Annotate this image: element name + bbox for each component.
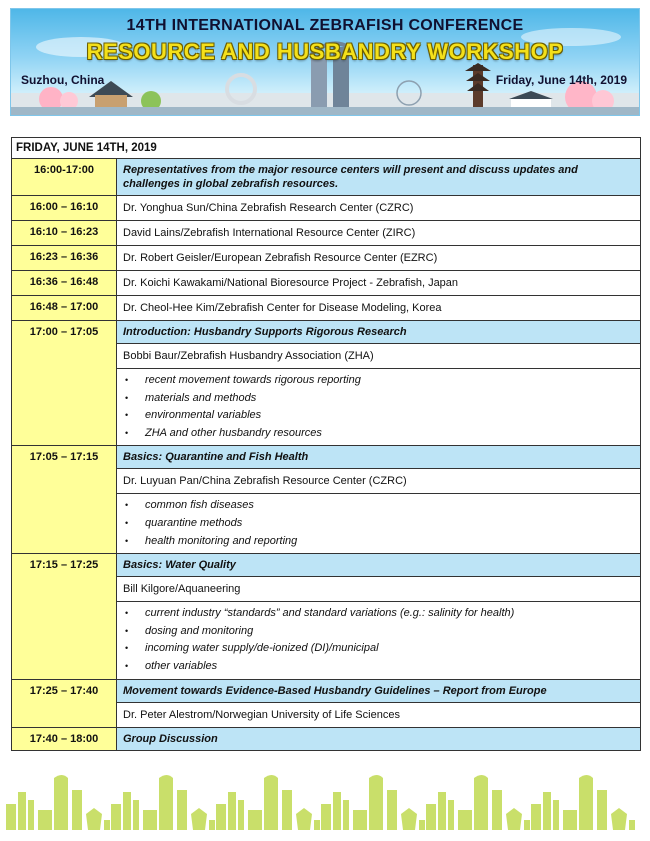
time-slot: 16:36 – 16:48 [12, 271, 117, 296]
time-slot: 16:00-17:00 [12, 159, 117, 196]
speaker-entry: Dr. Peter Alestrom/Norwegian University of Life Sciences [117, 702, 641, 727]
topic-item: • recent movement towards rigorous reporting [123, 372, 634, 390]
session-title: Group Discussion [117, 727, 641, 750]
schedule-row [12, 321, 641, 344]
speaker-entry: Dr. Luyuan Pan/China Zebrafish Resource Center (CZRC) [117, 469, 641, 494]
time-slot: 16:48 – 17:00 [12, 296, 117, 321]
session-title: Basics: Water Quality [117, 554, 641, 577]
topic-item: • environmental variables [123, 407, 634, 425]
session-title: Movement towards Evidence-Based Husbandry Guidelines – Report from Europe [117, 679, 641, 702]
topic-item: • other variables [123, 658, 634, 676]
schedule-row [12, 246, 641, 271]
speaker-entry: David Lains/Zebrafish International Resource Center (ZIRC) [117, 221, 641, 246]
schedule-table [11, 137, 641, 751]
speaker-entry: Bill Kilgore/Aquaneering [117, 577, 641, 602]
time-slot: 16:00 – 16:10 [12, 196, 117, 221]
workshop-title: RESOURCE AND HUSBANDRY WORKSHOP [86, 39, 564, 64]
event-date: Friday, June 14th, 2019 [495, 73, 627, 87]
schedule-row [12, 221, 641, 246]
session-title: Representatives from the major resource centers will present and discuss updates and challenges in global zebrafish resources. [117, 159, 641, 196]
time-slot: 17:15 – 17:25 [12, 554, 117, 679]
time-slot: 17:05 – 17:15 [12, 446, 117, 554]
schedule-row [12, 159, 641, 196]
schedule-row [12, 554, 641, 577]
schedule-row [12, 446, 641, 469]
topic-list [117, 602, 641, 679]
time-slot: 17:40 – 18:00 [12, 727, 117, 750]
session-title: Introduction: Husbandry Supports Rigorous Research [117, 321, 641, 344]
footer-skyline-decoration [6, 770, 642, 832]
event-location: Suzhou, China [21, 73, 105, 87]
schedule-row [12, 727, 641, 750]
topic-item: • dosing and monitoring [123, 623, 634, 641]
time-slot: 17:00 – 17:05 [12, 321, 117, 446]
conference-title: 14TH INTERNATIONAL ZEBRAFISH CONFERENCE [126, 17, 524, 34]
speaker-entry: Bobbi Baur/Zebrafish Husbandry Association (ZHA) [117, 344, 641, 369]
topic-item: • incoming water supply/de-ionized (DI)/municipal [123, 640, 634, 658]
time-slot: 16:10 – 16:23 [12, 221, 117, 246]
topic-item: • quarantine methods [123, 515, 634, 533]
topic-item: • health monitoring and reporting [123, 533, 634, 551]
speaker-entry: Dr. Yonghua Sun/China Zebrafish Research Center (CZRC) [117, 196, 641, 221]
schedule-row [12, 196, 641, 221]
session-title: Basics: Quarantine and Fish Health [117, 446, 641, 469]
topic-item: • current industry “standards” and standard variations (e.g.: salinity for health) [123, 605, 634, 623]
topic-list [117, 369, 641, 446]
day-header: FRIDAY, JUNE 14TH, 2019 [12, 138, 641, 159]
day-header-row [12, 138, 641, 159]
speaker-entry: Dr. Cheol-Hee Kim/Zebrafish Center for Disease Modeling, Korea [117, 296, 641, 321]
topic-item: • ZHA and other husbandry resources [123, 425, 634, 443]
topic-list [117, 494, 641, 554]
topic-item: • common fish diseases [123, 497, 634, 515]
time-slot: 17:25 – 17:40 [12, 679, 117, 727]
topic-item: • materials and methods [123, 390, 634, 408]
speaker-entry: Dr. Koichi Kawakami/National Bioresource Project - Zebrafish, Japan [117, 271, 641, 296]
schedule-row [12, 679, 641, 702]
speaker-entry: Dr. Robert Geisler/European Zebrafish Resource Center (EZRC) [117, 246, 641, 271]
header-banner [10, 8, 640, 116]
time-slot: 16:23 – 16:36 [12, 246, 117, 271]
schedule-row [12, 271, 641, 296]
schedule-row [12, 296, 641, 321]
